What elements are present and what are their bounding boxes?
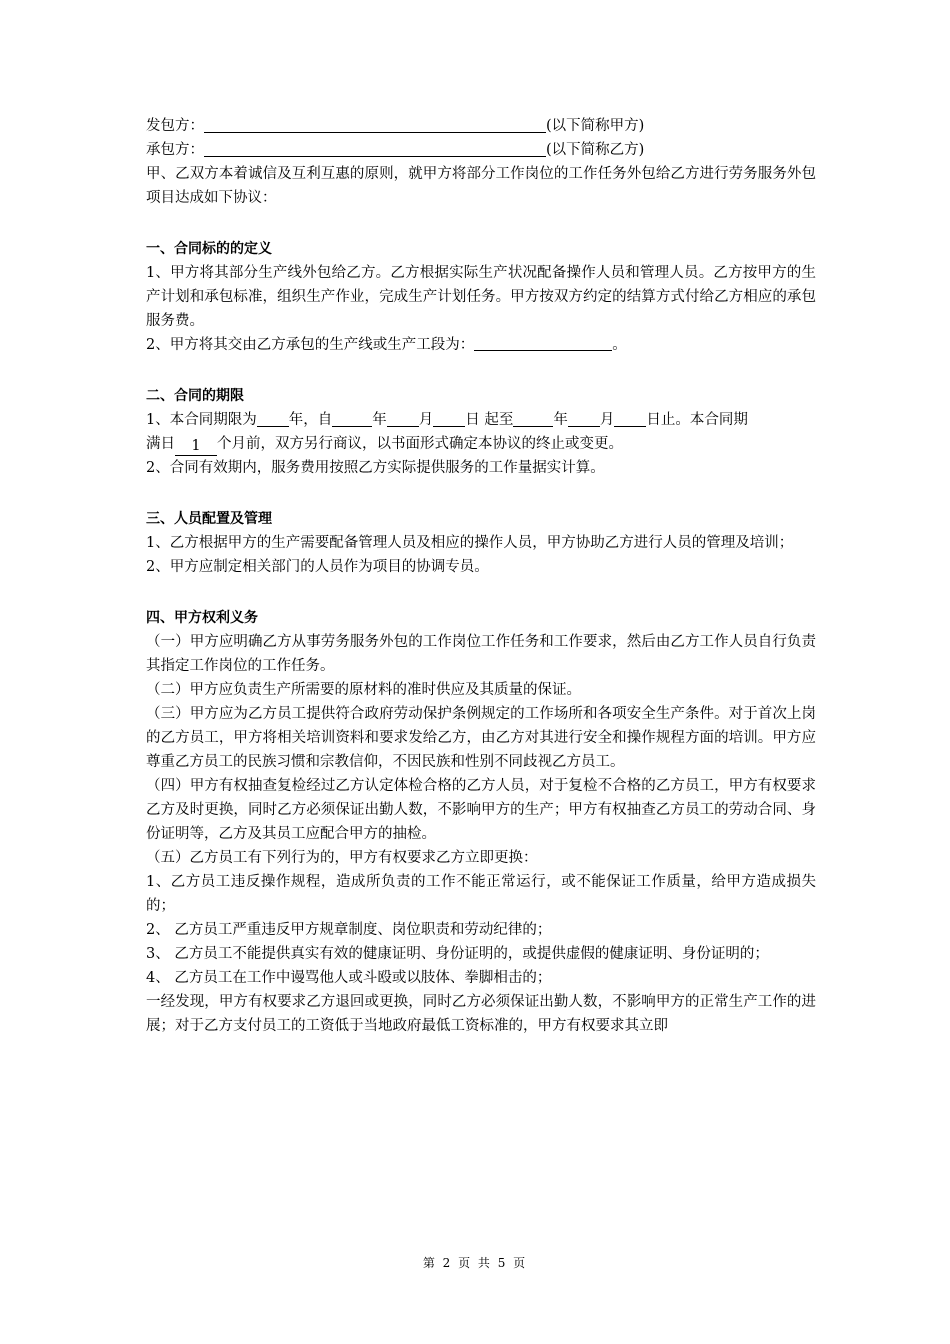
section-3-paragraph-2: 2、甲方应制定相关部门的人员作为项目的协调专员。 — [146, 559, 489, 575]
renewal-text-a: 满日 — [146, 436, 175, 452]
section-1-p2-prefix: 2、甲方将其交由乙方承包的生产线或生产工段为： — [146, 337, 475, 353]
section-1-paragraph-2 — [146, 333, 816, 357]
renewal-text-b: 个月前，双方另行商议，以书面形式确定本协议的终止或变更。 — [217, 436, 623, 452]
section-2-paragraph-2: 2、合同有效期内，服务费用按照乙方实际提供服务的工作量据实计算。 — [146, 460, 605, 476]
renewal-line — [146, 432, 816, 456]
party-a-blank — [204, 115, 546, 133]
contract-page — [146, 114, 816, 1038]
start-month-blank — [387, 409, 419, 427]
section-4-item-10: 一经发现，甲方有权要求乙方退回或更换，同时乙方必须保证出勤人数，不影响甲方的正常生产工作的进展；对于乙方支付员工的工资低于当地政府最低工资标准的，甲方有权要求其立即 — [146, 994, 816, 1034]
end-day-blank — [614, 409, 646, 427]
section-4-item-8: 3、 乙方员工不能提供真实有效的健康证明、身份证明的，或提供虚假的健康证明、身份证明的； — [146, 946, 769, 962]
party-a-label: 发包方： — [146, 118, 204, 134]
section-4-item-6: 1、乙方员工违反操作规程，造成所负责的工作不能正常运行，或不能保证工作质量，给甲方造成损失的； — [146, 874, 816, 914]
section-4-title: 四、甲方权利义务 — [146, 610, 258, 626]
start-year-blank — [332, 409, 372, 427]
section-4-item-5: （五）乙方员工有下列行为的，甲方有权要求乙方立即更换： — [146, 850, 538, 866]
section-3-title: 三、人员配置及管理 — [146, 511, 272, 527]
months-value: 1 — [175, 438, 217, 456]
party-b-suffix: (以下简称乙方) — [546, 142, 645, 158]
end-month-blank — [568, 409, 600, 427]
term-text-b: 年，自 — [288, 412, 333, 428]
end-year-blank — [513, 409, 553, 427]
party-b-label: 承包方： — [146, 142, 204, 158]
party-b-line — [146, 138, 816, 162]
start-day-blank — [433, 409, 465, 427]
term-text-e: 日 起至 — [465, 412, 514, 428]
section-4-item-9: 4、 乙方员工在工作中谩骂他人或斗殴或以肢体、拳脚相击的； — [146, 970, 552, 986]
section-4-item-4: （四）甲方有权抽查复检经过乙方认定体检合格的乙方人员，对于复检不合格的乙方员工，甲方有权要求乙方及时更换，同时乙方必须保证出勤人数，不影响甲方的生产；甲方有权抽查乙方员工的劳动合同、身份证明等，乙方及其员工应配合甲方的抽检。 — [146, 778, 816, 842]
contract-term-line — [146, 408, 816, 432]
section-1-title: 一、合同标的的定义 — [146, 241, 272, 257]
section-4-item-2: （二）甲方应负责生产所需要的原材料的准时供应及其质量的保证。 — [146, 682, 581, 698]
section-1-paragraph-1: 1、甲方将其部分生产线外包给乙方。乙方根据实际生产状况配备操作人员和管理人员。乙方按甲方的生产计划和承包标准，组织生产作业，完成生产计划任务。甲方按双方约定的结算方式付给乙方相应的承包服务费。 — [146, 265, 816, 329]
section-4-item-7: 2、 乙方员工严重违反甲方规章制度、岗位职责和劳动纪律的； — [146, 922, 552, 938]
section-2-title: 二、合同的期限 — [146, 388, 244, 404]
party-a-suffix: (以下简称甲方) — [546, 118, 645, 134]
section-4-item-3: （三）甲方应为乙方员工提供符合政府劳动保护条例规定的工作场所和各项安全生产条件。对于首次上岗的乙方员工，甲方将相关培训资料和要求发给乙方，由乙方对其进行安全和操作规程方面的培训。甲方应尊重乙方员工的民族习惯和宗教信仰，不因民族和性别不同歧视乙方员工。 — [146, 706, 816, 770]
term-text-h: 日止。本合同期 — [646, 412, 748, 428]
term-text-c: 年 — [372, 412, 387, 428]
intro-paragraph: 甲、乙双方本着诚信及互利互惠的原则，就甲方将部分工作岗位的工作任务外包给乙方进行劳务服务外包项目达成如下协议： — [146, 166, 816, 206]
term-text-g: 月 — [599, 412, 615, 428]
party-b-blank — [204, 139, 546, 157]
section-3-paragraph-1: 1、乙方根据甲方的生产需要配备管理人员及相应的操作人员，甲方协助乙方进行人员的管理及培训； — [146, 535, 794, 551]
term-text-d: 月 — [418, 412, 434, 428]
term-years-blank — [257, 409, 289, 427]
section-4-item-1: （一）甲方应明确乙方从事劳务服务外包的工作岗位工作任务和工作要求，然后由乙方工作人员自行负责其指定工作岗位的工作任务。 — [146, 634, 816, 674]
page-footer: 第 2 页 共 5 页 — [422, 1256, 528, 1270]
section-1-p2-suffix: 。 — [612, 337, 627, 353]
term-text-a: 1、本合同期限为 — [146, 412, 257, 428]
production-line-blank — [474, 334, 612, 351]
party-a-line — [146, 114, 816, 138]
term-text-f: 年 — [553, 412, 568, 428]
